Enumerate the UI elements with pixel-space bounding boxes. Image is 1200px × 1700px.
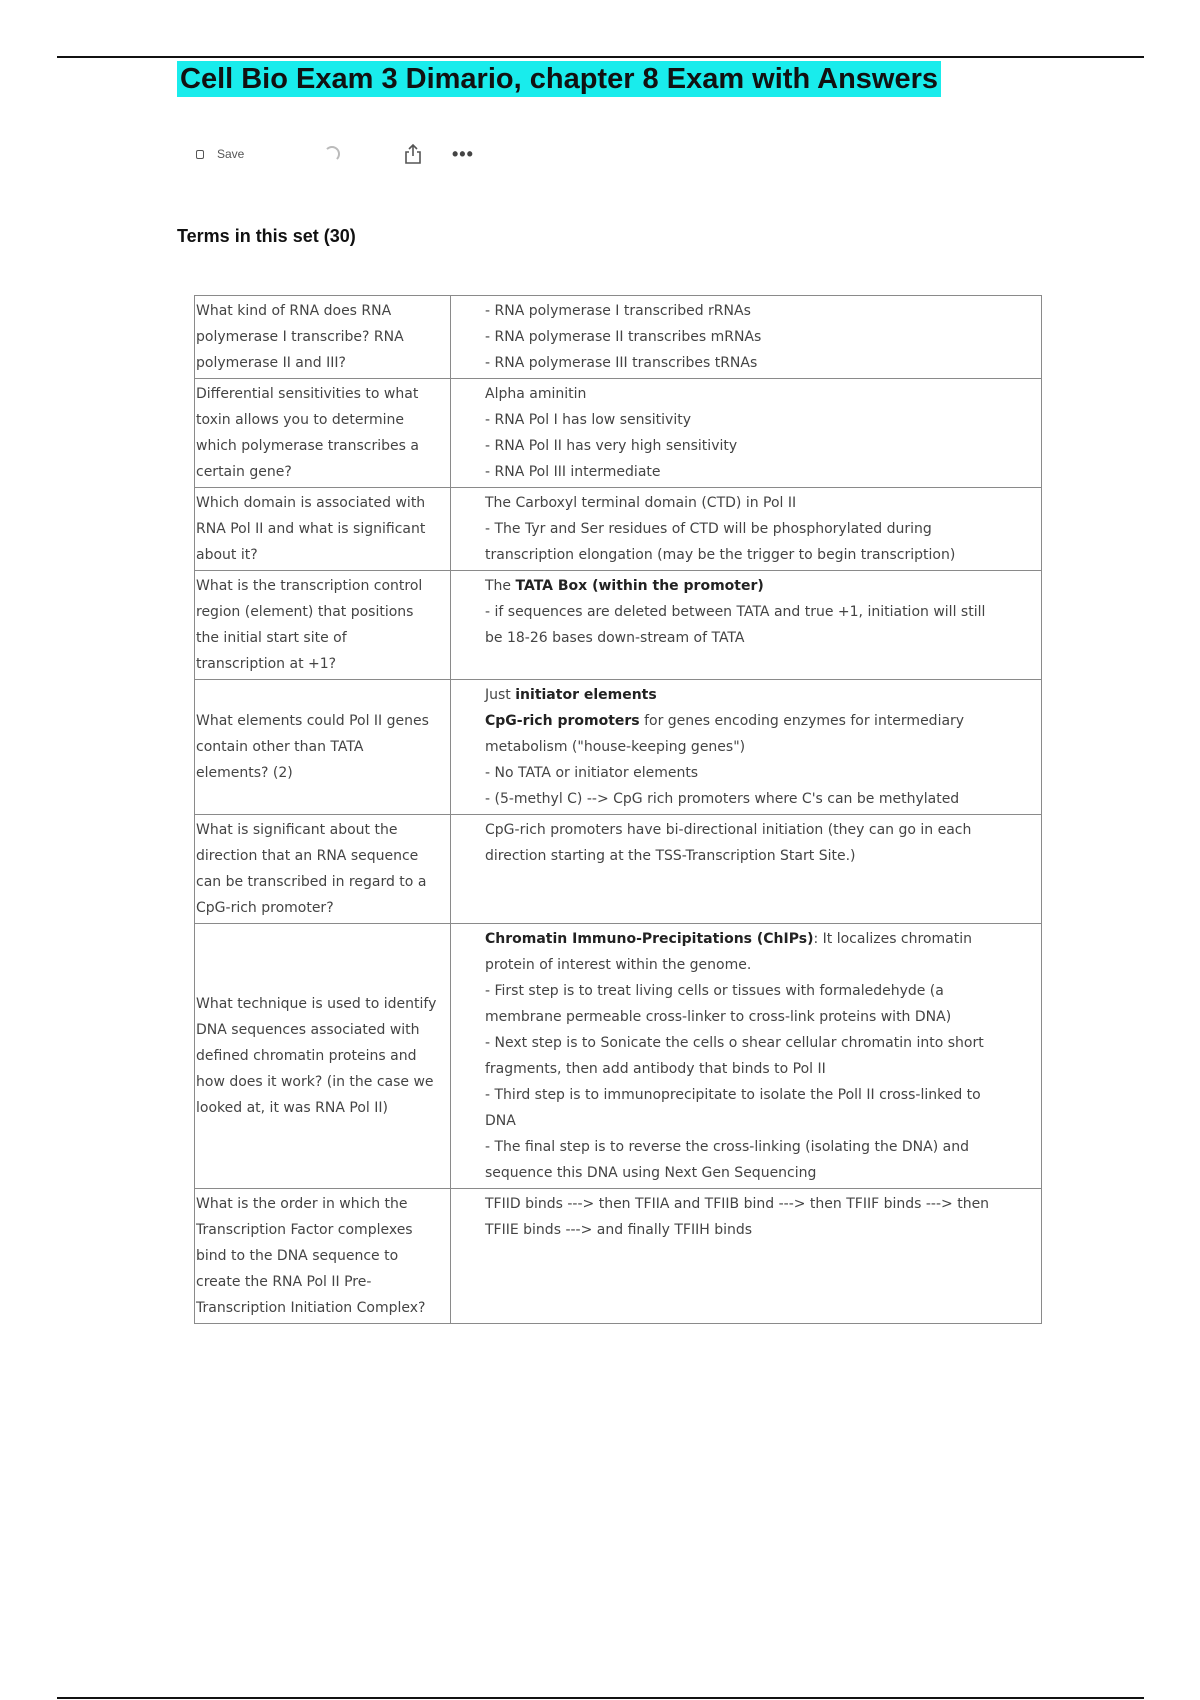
definition-text: The [485, 578, 516, 594]
definition-cell [451, 924, 1042, 1189]
definition-cell [451, 488, 1042, 571]
definition-line: - No TATA or initiator elements [485, 765, 699, 781]
definition-bold: Chromatin Immuno-Precipitations (ChIPs) [485, 931, 814, 947]
definition-line [485, 682, 991, 708]
definition-line: - RNA Pol I has low sensitivity [485, 412, 692, 428]
definition-bold: CpG-rich promoters [485, 713, 640, 729]
definition-line: - RNA polymerase III transcribes tRNAs [485, 355, 758, 371]
definition-line: - The Tyr and Ser residues of CTD will be phosphorylated during transcription elongation (may be the trigger to begin transcription) [485, 521, 956, 563]
definition-text: for genes encoding enzymes for intermediary metabolism ("house-keeping genes") [485, 713, 965, 755]
more-options-button[interactable] [452, 142, 474, 166]
table-row [195, 815, 1042, 924]
table-row [195, 488, 1042, 571]
definition-bold: TATA Box (within the promoter) [515, 578, 764, 594]
table-row [195, 680, 1042, 815]
term-cell: What is significant about the direction that an RNA sequence can be transcribed in regard to a CpG-rich promoter? [195, 815, 451, 924]
table-row [195, 1189, 1042, 1324]
definition-text: : It localizes chromatin protein of interest within the genome. [485, 931, 972, 973]
definition-line: - The final step is to reverse the cross-linking (isolating the DNA) and sequence this DNA using Next Gen Sequencing [485, 1139, 969, 1181]
definition-text: Just [485, 687, 516, 703]
definition-cell [451, 680, 1042, 815]
more-icon: ••• [452, 143, 474, 164]
term-cell: Differential sensitivities to what toxin allows you to determine which polymerase transcribes a certain gene? [195, 379, 451, 488]
bookmark-icon [196, 150, 204, 159]
term-cell: What elements could Pol II genes contain other than TATA elements? (2) [195, 680, 451, 815]
terms-heading: Terms in this set (30) [177, 226, 356, 246]
table-row [195, 296, 1042, 379]
definition-line: - RNA polymerase I transcribed rRNAs [485, 303, 751, 319]
definition-line: The Carboxyl terminal domain (CTD) in Pol II [485, 495, 797, 511]
definition-line: - if sequences are deleted between TATA and true +1, initiation will still be 18-26 bases down-stream of TATA [485, 604, 986, 646]
definition-line: - RNA polymerase II transcribes mRNAs [485, 329, 762, 345]
definition-line: TFIID binds ---> then TFIIA and TFIIB bind ---> then TFIIF binds ---> then TFIIE binds ---> and finally TFIIH binds [485, 1196, 990, 1238]
definition-line: - First step is to treat living cells or tissues with formaledehyde (a membrane permeable cross-linker to cross-link proteins with DNA) [485, 983, 952, 1025]
definition-line: - RNA Pol II has very high sensitivity [485, 438, 738, 454]
definition-cell [451, 1189, 1042, 1324]
flashcard-table [194, 295, 1042, 1324]
definition-line [485, 926, 991, 978]
definition-cell [451, 379, 1042, 488]
table-row [195, 379, 1042, 488]
share-button[interactable] [404, 142, 422, 166]
top-rule [57, 56, 1144, 58]
definition-line: - Next step is to Sonicate the cells o shear cellular chromatin into short fragments, then add antibody that binds to Pol II [485, 1035, 984, 1077]
definition-line: - Third step is to immunoprecipitate to isolate the Poll II cross-linked to DNA [485, 1087, 981, 1129]
term-cell: What kind of RNA does RNA polymerase I transcribe? RNA polymerase II and III? [195, 296, 451, 379]
definition-line [485, 708, 991, 760]
definition-cell [451, 815, 1042, 924]
table-row [195, 924, 1042, 1189]
definition-line: - (5-methyl C) --> CpG rich promoters where C's can be methylated [485, 791, 960, 807]
definition-cell [451, 571, 1042, 680]
definition-bold: initiator elements [515, 687, 657, 703]
definition-line: Alpha aminitin [485, 386, 587, 402]
definition-line: - RNA Pol III intermediate [485, 464, 661, 480]
page-title: Cell Bio Exam 3 Dimario, chapter 8 Exam with Answers [177, 61, 941, 97]
definition-cell [451, 296, 1042, 379]
definition-line: CpG-rich promoters have bi-directional initiation (they can go in each direction starting at the TSS-Transcription Start Site.) [485, 822, 972, 864]
save-label: Save [217, 147, 245, 161]
loading-spinner-icon [324, 142, 340, 166]
definition-line [485, 573, 991, 599]
table-row [195, 571, 1042, 680]
term-cell: What is the order in which the Transcription Factor complexes bind to the DNA sequence to create the RNA Pol II Pre-Transcription Initiation Complex? [195, 1189, 451, 1324]
save-button[interactable] [196, 142, 244, 166]
term-cell: Which domain is associated with RNA Pol II and what is significant about it? [195, 488, 451, 571]
bottom-rule [57, 1697, 1144, 1699]
term-cell: What technique is used to identify DNA sequences associated with defined chromatin proteins and how does it work? (in the case we looked at, it was RNA Pol II) [195, 924, 451, 1189]
share-icon [404, 143, 422, 165]
term-cell: What is the transcription control region (element) that positions the initial start site of transcription at +1? [195, 571, 451, 680]
